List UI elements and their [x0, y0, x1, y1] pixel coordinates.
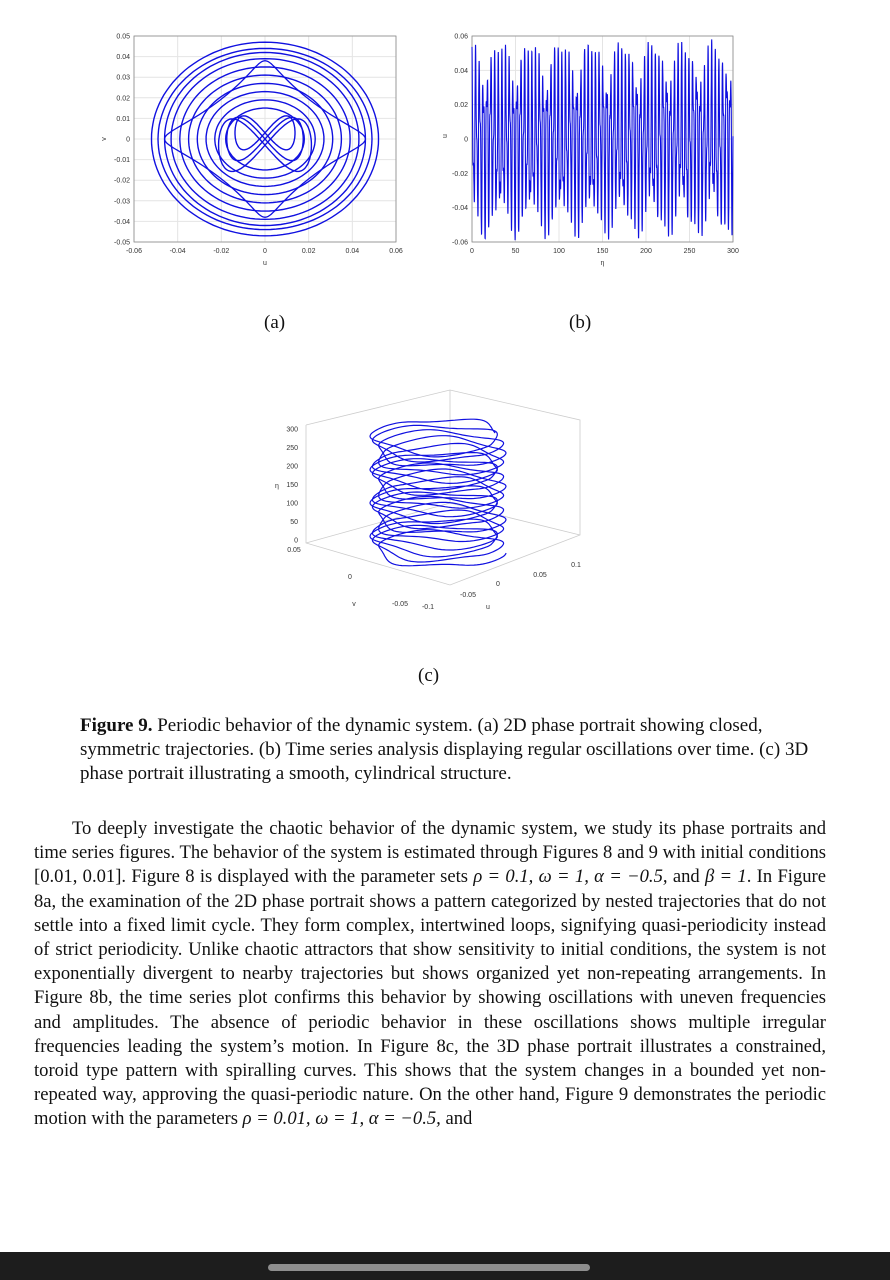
- figure-caption: [80, 714, 810, 786]
- figure-a-xtick-label: 0.02: [301, 248, 316, 255]
- figure-b-xtick-label: 300: [727, 248, 739, 255]
- figure-c-vtick-label: 0: [348, 574, 352, 581]
- figure-b-svg: [430, 26, 750, 276]
- panel-label-b: (b): [569, 312, 592, 333]
- caption-text: Periodic behavior of the dynamic system. (a) 2D phase portrait showing closed, symmetric trajectories. (b) Time series analysis displaying regular oscillations over time. (c) 3D phase portrait illustrating a smooth, cylindrical structure.: [80, 715, 809, 784]
- figure-a-phase-portrait: [90, 26, 420, 276]
- figure-c-xlabel: u: [486, 604, 490, 611]
- figure-b-ytick-label: -0.04: [452, 205, 468, 213]
- figure-a-ytick-label: -0.03: [114, 198, 130, 206]
- figure-b-ylabel: u: [442, 134, 449, 138]
- figure-c-vtick-label: -0.05: [392, 601, 408, 608]
- figure-a-ytick-label: -0.02: [114, 177, 130, 185]
- figure-b-xtick-label: 100: [553, 248, 565, 255]
- figure-a-ytick-label: 0.02: [116, 95, 130, 103]
- body-s1: To deeply investigate the chaotic behavior of the dynamic system, we study its phase portraits and time series figures. The behavior of the system is estimated through Figures 8 and 9 with initial conditions [0.01, 0.01]. Figure 8 is displayed with the parameter sets: [34, 818, 826, 888]
- figure-a-svg: [90, 26, 420, 276]
- figure-a-xtick-label: -0.04: [169, 248, 186, 255]
- figure-b-ytick-label: -0.02: [452, 170, 468, 178]
- figure-b-ytick-label: -0.06: [452, 239, 468, 247]
- figure-a-xlabel: u: [263, 260, 267, 267]
- figure-a-ytick-label: -0.01: [114, 157, 130, 165]
- panel-label-c: (c): [418, 665, 440, 686]
- body-s3: . In Figure 8a, the examination of the 2D phase portrait shows a pattern categorized by nested trajectories that do not settle into a fixed limit cycle. They form complex, intertwined loops, signifying quasi-periodicity instead of strict periodicity. Unlike chaotic attractors that show sensitivity to initial conditions, the system is not exponentially divergent to nearby trajectories but shows organized yet non-repeating arrangements. In Figure 8b, the time series plot confirms this behavior by showing oscillations with uneven frequencies and amplitudes. The absence of periodic behavior in these oscillations shows multiple irregular frequencies leading the system’s motion. In Figure 8c, the 3D phase portrait illustrates a constrained, toroid type pattern with spiralling curves. This shows that the system changes in a bounded yet non-repeated way, approving the quasi-periodic nature. On the other hand, Figure 9 demonstrates the periodic motion with the parameters: [34, 866, 826, 1130]
- figure-b-xtick-label: 150: [596, 248, 609, 255]
- figure-a-ytick-label: -0.04: [114, 218, 130, 226]
- figure-a-ytick-label: -0.05: [114, 239, 130, 247]
- figure-c-ztick-label: 0: [294, 537, 298, 545]
- figure-a-ytick-label: 0: [126, 136, 130, 144]
- figure-c-utick-label: 0: [496, 581, 500, 588]
- figure-c-zlabel: η: [275, 483, 279, 490]
- figure-c-ztick-label: 200: [286, 463, 298, 471]
- caption-label: Figure 9.: [80, 715, 153, 736]
- figure-a-ylabel: v: [101, 137, 108, 141]
- figure-a-ytick-label: 0.05: [116, 33, 130, 41]
- figure-b-xtick-label: 50: [511, 248, 520, 255]
- figure-a-xtick-label: 0: [263, 248, 267, 255]
- figure-a-xtick-label: 0.04: [345, 248, 360, 255]
- figure-c-ztick-label: 300: [286, 426, 298, 434]
- figure-c-utick-label: -0.05: [460, 592, 476, 599]
- figure-a-xtick-label: -0.02: [213, 248, 230, 255]
- figure-a-ytick-label: 0.01: [116, 115, 130, 123]
- figure-c-vtick-label: 0.05: [287, 547, 301, 554]
- figure-b-xlabel: η: [600, 260, 605, 267]
- figure-b-xtick-label: 250: [683, 248, 696, 255]
- body-s2: and: [667, 866, 705, 888]
- figure-b-time-series: [430, 26, 750, 276]
- figure-a-ytick-label: 0.03: [116, 74, 130, 82]
- math-params-fig9: ρ = 0.01, ω = 1, α = −0.5,: [242, 1108, 441, 1130]
- figure-a-xtick-label: -0.06: [126, 248, 142, 255]
- panel-label-a: (a): [264, 312, 286, 333]
- figure-c-3d-portrait: [250, 385, 600, 620]
- figure-b-ytick-label: 0.06: [454, 33, 468, 41]
- figure-c-ztick-label: 100: [286, 500, 298, 508]
- figure-b-ytick-label: 0: [464, 136, 468, 144]
- figure-c-utick-label: -0.1: [421, 604, 435, 611]
- math-beta: β = 1: [704, 866, 747, 888]
- figure-b-ytick-label: 0.02: [454, 102, 468, 110]
- math-params-fig8: ρ = 0.1, ω = 1, α = −0.5,: [473, 866, 668, 888]
- figure-c-ylabel: v: [352, 601, 356, 608]
- figure-a-xtick-label: 0.06: [389, 248, 403, 255]
- figure-c-ztick-label: 150: [286, 482, 298, 489]
- figure-c-utick-label: 0.1: [571, 562, 581, 569]
- figure-c-utick-label: 0.05: [533, 572, 547, 579]
- body-paragraph: [34, 817, 826, 1132]
- figure-c-ztick-label: 50: [290, 519, 298, 526]
- figure-c-trajectory-helix: [370, 419, 506, 566]
- figure-a-ytick-label: 0.04: [116, 54, 130, 62]
- horizontal-scrollbar[interactable]: [268, 1264, 590, 1271]
- body-s4: and: [440, 1108, 473, 1130]
- figure-b-xtick-label: 0: [470, 248, 474, 255]
- figure-b-ytick-label: 0.04: [454, 67, 468, 75]
- figure-b-xtick-label: 200: [640, 248, 652, 255]
- figure-c-svg: [250, 385, 600, 620]
- figure-c-ztick-label: 250: [286, 445, 298, 452]
